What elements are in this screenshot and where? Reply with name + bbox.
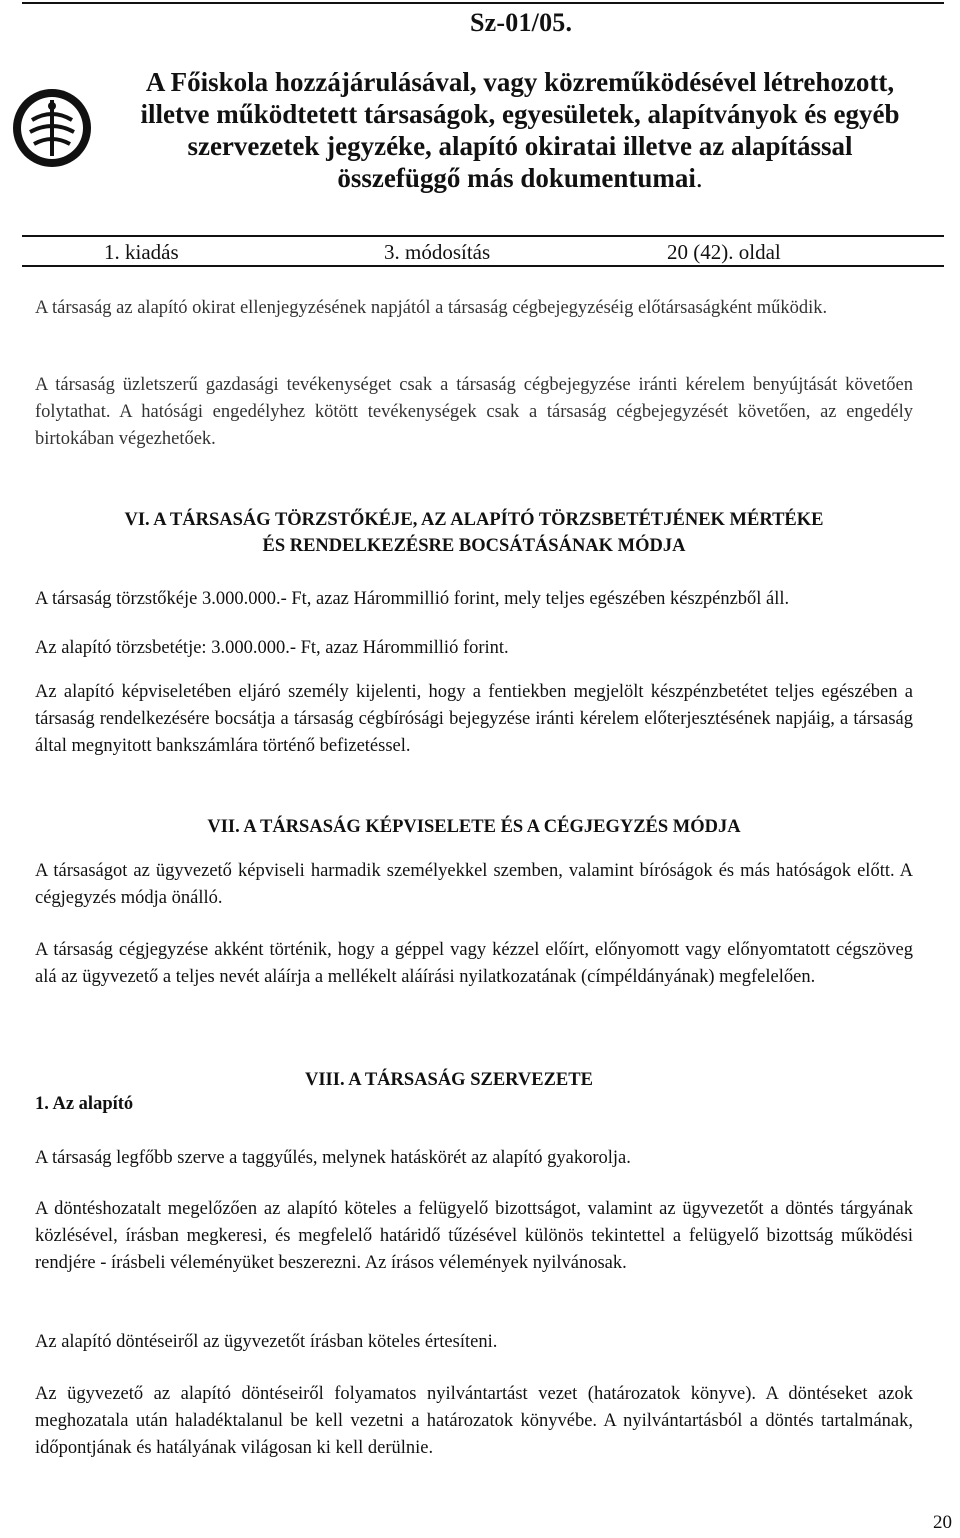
title-line-1: A Főiskola hozzájárulásával, vagy közreműködésével létrehozott, (145, 67, 895, 97)
section-vi-title-line-1: VI. A TÁRSASÁG TÖRZSTŐKÉJE, AZ ALAPÍTÓ TÖRZSBETÉTJÉNEK MÉRTÉKE (124, 510, 824, 530)
paragraph-decision-consultation: A döntéshozatalt megelőzően az alapító köteles a felügyelő bizottságot, valamint az ügyvezetőt a döntés tárgyának közlésével, írásban megkeresi, és megfelelő határidő tűzésével különös tekintettel a felügyelő bizottság működési rendjére - írásbeli véleményüket beszerezni. Az írásos vélemények nyilvánosak. (35, 1199, 913, 1273)
page-number: 20 (933, 1512, 952, 1533)
title-line-3: szervezetek jegyzéke, alapító okiratai illetve az alapítással (187, 131, 853, 161)
paragraph-founder-deposit: Az alapító törzsbetétje: 3.000.000.- Ft, azaz Hárommillió forint. (35, 638, 509, 658)
title-line-4 (120, 162, 920, 194)
business-activity-sentence-1: A társaság üzletszerű gazdasági tevékenységet csak a társaság cégbejegyzése iránti kérelem benyújtását követően folytathat. (35, 375, 913, 422)
page-indicator: 20 (42). oldal (667, 240, 781, 264)
top-rule (22, 2, 944, 4)
business-activity-sentence-2: A hatósági engedélyhez kötött tevékenységek csak a társaság cégbejegyzését követően, az engedély birtokában végezhetőek. (35, 402, 913, 449)
edition-label: 1. kiadás (104, 240, 179, 264)
document-id: Sz-01/05. (470, 8, 573, 37)
paragraph-cash-deposit: Az alapító képviseletében eljáró személy kijelenti, hogy a fentiekben megjelölt készpénzbetétet teljes egészében a társaság rendelkezésére bocsátja a társaság cégbírósági bejegyzése iránti kérelem előterjesztésének napjáig, a társaság által megnyitott bankszámlára történő befizetéssel. (35, 682, 913, 756)
modification-label: 3. módosítás (384, 240, 491, 264)
section-vii-title: VII. A TÁRSASÁG KÉPVISELETE ÉS A CÉGJEGYZÉS MÓDJA (207, 817, 741, 837)
paragraph-decision-register: Az ügyvezető az alapító döntéseiről folyamatos nyilvántartást vezet (határozatok könyve). A döntéseket azok meghozatala után haladéktalanul be kell vezetni a határozatok könyvébe. A nyilvántartásból a döntés tartalmának, időpontjának és hatályának világosan ki kell derülnie. (35, 1384, 913, 1458)
document-title (120, 66, 920, 194)
paragraph-pre-company: A társaság az alapító okirat ellenjegyzésének napjától a társaság cégbejegyzéséig előtársaságként működik. (35, 298, 828, 318)
subsection-founder-title: 1. Az alapító (35, 1094, 134, 1114)
meta-rule-bottom (22, 265, 944, 267)
section-vi-title (35, 507, 913, 559)
meta-rule-top (22, 235, 944, 237)
paragraph-business-activity (35, 372, 913, 453)
paragraph-signature: A társaság cégjegyzése akként történik, hogy a géppel vagy kézzel előírt, előnyomott vagy előnyomtatott cégszöveg alá az ügyvezető a teljes nevét aláírja a mellékelt aláírási nyilatkozatának (címpéldányának) megfelelően. (35, 940, 913, 987)
section-viii-title: VIII. A TÁRSASÁG SZERVEZETE (305, 1070, 593, 1090)
institution-logo (10, 86, 94, 170)
paragraph-share-capital: A társaság törzstőkéje 3.000.000.- Ft, azaz Hárommillió forint, mely teljes egészében készpénzből áll. (35, 589, 790, 609)
paragraph-representation: A társaságot az ügyvezető képviseli harmadik személyekkel szemben, valamint bíróságok és más hatóságok előtt. A cégjegyzés módja önálló. (35, 861, 913, 908)
title-line-4-text: összefüggő más dokumentumai (337, 163, 696, 193)
title-line-2: illetve működtetett társaságok, egyesületek, alapítványok és egyéb (140, 99, 900, 129)
paragraph-notify-manager: Az alapító döntéseiről az ügyvezetőt írásban köteles értesíteni. (35, 1332, 498, 1352)
section-vi-title-line-2: ÉS RENDELKEZÉSRE BOCSÁTÁSÁNAK MÓDJA (262, 536, 686, 556)
paragraph-supreme-body: A társaság legfőbb szerve a taggyűlés, melynek hatáskörét az alapító gyakorolja. (35, 1148, 631, 1168)
title-period: . (695, 163, 703, 193)
